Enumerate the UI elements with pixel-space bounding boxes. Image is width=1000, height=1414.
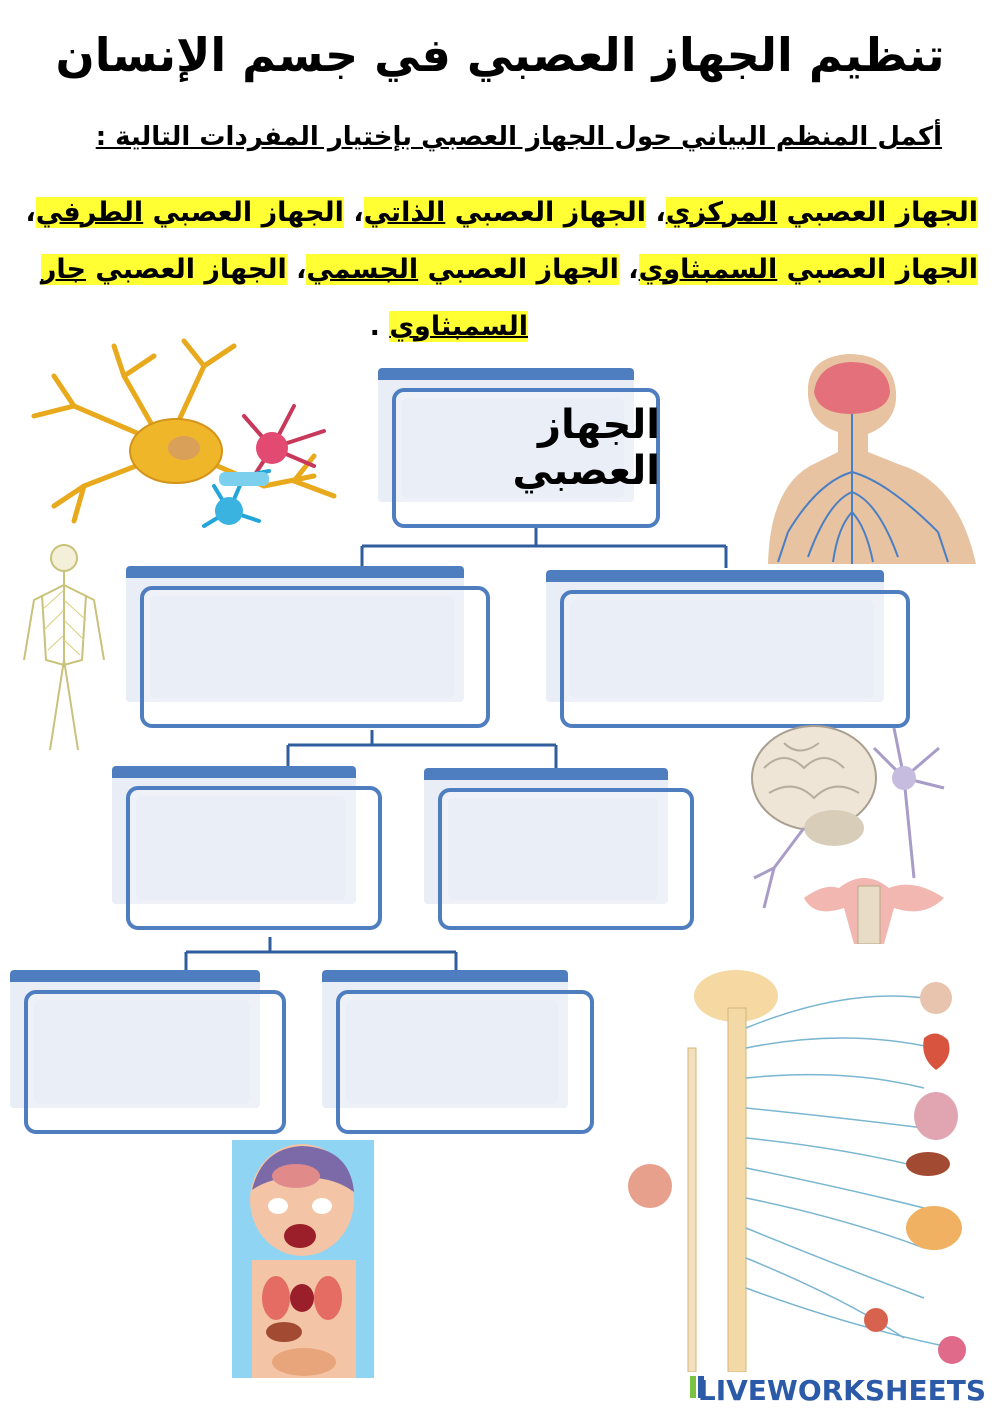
body-nervous-system-illustration xyxy=(748,352,978,564)
term-peripheral: الجهاز العصبي الطرفي xyxy=(35,197,344,228)
neuron-illustration xyxy=(14,336,344,532)
brain-spinal-cord-illustration xyxy=(744,718,950,944)
word-bank-line-3: السمبثاوي . xyxy=(369,311,528,342)
liveworksheets-brand: LIVEWORKSHEETS xyxy=(697,1374,986,1407)
term-parasympathetic-cont: السمبثاوي xyxy=(389,311,528,342)
word-bank-line-1: الجهاز العصبي المركزي، الجهاز العصبي الذاتي، الجهاز العصبي الطرفي، xyxy=(25,197,978,228)
answer-box-right-3[interactable] xyxy=(322,970,594,1134)
answer-box-left-1[interactable] xyxy=(126,566,490,728)
answer-box-left-3[interactable] xyxy=(10,970,286,1134)
root-box-label: الجهاز العصبي xyxy=(512,402,660,494)
autonomic-system-illustration xyxy=(624,968,992,1372)
term-somatic: الجهاز العصبي الجسمي xyxy=(306,254,619,285)
answer-box-right-2[interactable] xyxy=(424,768,694,930)
term-parasympathetic: الجهاز العصبي جار xyxy=(40,254,287,285)
term-central: الجهاز العصبي المركزي xyxy=(665,197,978,228)
answer-box-right-1[interactable] xyxy=(546,570,910,728)
term-sympathetic: الجهاز العصبي السمبثاوي xyxy=(638,254,978,285)
answer-box-left-2[interactable] xyxy=(112,766,382,930)
word-bank-line-2: الجهاز العصبي السمبثاوي، الجهاز العصبي الجسمي، الجهاز العصبي جار xyxy=(40,254,978,285)
full-body-nerves-illustration xyxy=(12,540,116,756)
instruction-text: أكمل المنظم البياني حول الجهاز العصبي بإختيار المفردات التالية : xyxy=(95,122,942,152)
term-autonomic: الجهاز العصبي الذاتي xyxy=(363,197,647,228)
root-box xyxy=(378,368,660,528)
child-organs-illustration xyxy=(232,1140,374,1378)
worksheet-title: تنظيم الجهاز العصبي في جسم الإنسان xyxy=(55,28,945,82)
